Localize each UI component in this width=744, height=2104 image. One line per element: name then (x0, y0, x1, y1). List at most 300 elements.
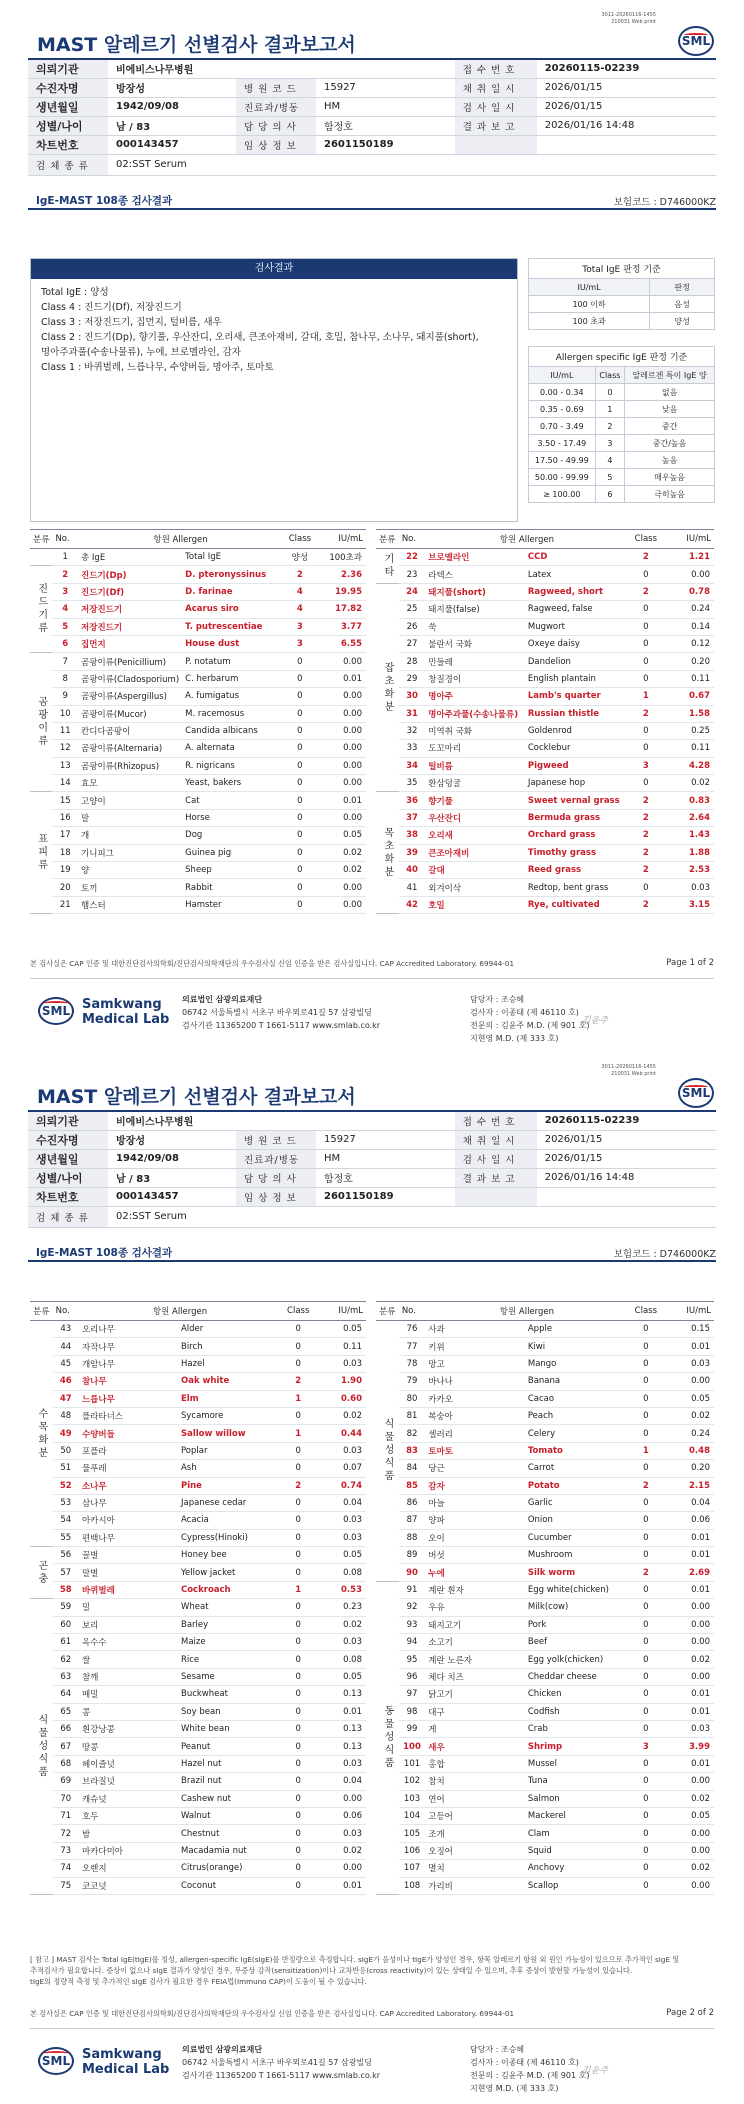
criteria-row (529, 313, 715, 330)
criteria-row (529, 486, 715, 503)
allergen-class: 0 (283, 827, 317, 844)
allergen-row (30, 1547, 366, 1564)
allergen-kr: 불란서 국화 (425, 635, 525, 652)
allergen-en: CCD (525, 549, 629, 566)
allergen-class: 0 (629, 1355, 664, 1372)
allergen-en: Egg yolk(chicken) (525, 1651, 629, 1668)
allergen-en: Ragweed, short (525, 583, 629, 600)
allergen-class: 0 (629, 1807, 664, 1824)
allergen-row (376, 1425, 714, 1442)
allergen-row (30, 1373, 366, 1390)
allergen-en: Mussel (525, 1755, 629, 1772)
group-label: 수목화분 (30, 1321, 53, 1547)
allergen-en: White bean (178, 1720, 281, 1737)
info-label: 검 사 일 시 (455, 1149, 537, 1168)
allergen-no: 103 (399, 1790, 425, 1807)
allergen-kr: 플라타너스 (79, 1407, 178, 1424)
allergen-kr: 셀러리 (425, 1425, 525, 1442)
allergen-class: 양성 (283, 549, 317, 566)
allergen-no: 2 (52, 566, 78, 583)
allergen-kr: 호두 (79, 1807, 178, 1824)
allergen-row (30, 1720, 366, 1737)
allergen-value: 0.00 (663, 1634, 714, 1651)
allergen-en: Mushroom (525, 1547, 629, 1564)
allergen-no: 6 (52, 635, 78, 652)
allergen-kr: 진드기(Dp) (78, 566, 182, 583)
allergen-header-row (30, 1302, 366, 1321)
allergen-no: 16 (52, 809, 78, 826)
allergen-en: Horse (182, 809, 283, 826)
allergen-kr: 메밀 (79, 1686, 178, 1703)
allergen-kr: 연어 (425, 1790, 525, 1807)
allergen-no: 13 (52, 757, 78, 774)
criteria-cell: 1 (595, 401, 625, 418)
allergen-no: 104 (399, 1807, 425, 1824)
allergen-kr: 우유 (425, 1599, 525, 1616)
allergen-class: 2 (629, 1477, 664, 1494)
lab-footer (30, 978, 714, 1043)
allergen-kr: 환삼덩굴 (425, 775, 525, 792)
info-label: 생년월일 (28, 97, 108, 116)
info-row (28, 116, 716, 135)
allergen-value: 0.25 (663, 722, 714, 739)
allergen-class: 2 (629, 1564, 664, 1581)
allergen-kr: 헤이즐넛 (79, 1755, 178, 1772)
allergen-no: 5 (52, 618, 78, 635)
allergen-kr: 복숭아 (425, 1407, 525, 1424)
lab-name: Samkwang Medical Lab (82, 997, 170, 1027)
allergen-kr: 곰팡이류(Rhizopus) (78, 757, 182, 774)
allergen-row (376, 635, 714, 652)
allergen-class: 0 (629, 1616, 664, 1633)
allergen-en: Macadamia nut (178, 1842, 281, 1859)
info-row (28, 1149, 716, 1168)
allergen-value: 0.03 (315, 1355, 366, 1372)
allergen-row (30, 896, 366, 913)
allergen-kr: 당근 (425, 1460, 525, 1477)
allergen-class: 0 (281, 1807, 315, 1824)
header-allergen: 항원 Allergen (425, 530, 628, 549)
allergen-en: Walnut (178, 1807, 281, 1824)
allergen-en: Scallop (525, 1877, 629, 1894)
allergen-value: 0.05 (317, 827, 366, 844)
sml-footer-logo: SML (38, 2047, 86, 2077)
info-label: 성별/나이 (28, 116, 108, 135)
allergen-en: Elm (178, 1390, 281, 1407)
allergen-no: 54 (53, 1512, 79, 1529)
allergen-en: Mugwort (525, 618, 629, 635)
allergen-row (376, 740, 714, 757)
info-value: 000143457 (108, 1187, 236, 1206)
header-value: IU/mL (663, 530, 714, 549)
allergen-row (30, 1355, 366, 1372)
allergen-no: 61 (53, 1634, 79, 1651)
allergen-row (30, 1460, 366, 1477)
allergen-en: Ragweed, false (525, 601, 629, 618)
allergen-no: 60 (53, 1616, 79, 1633)
allergen-no: 36 (399, 792, 425, 809)
allergen-no: 40 (399, 862, 425, 879)
allergen-en: Onion (525, 1512, 629, 1529)
allergen-class: 0 (629, 1720, 664, 1737)
info-value: 2026/01/15 (537, 97, 716, 116)
allergen-row (30, 1738, 366, 1755)
allergen-kr: 곰팡이류(Alternaria) (78, 740, 182, 757)
allergen-value: 0.02 (663, 1407, 714, 1424)
criteria-caption-row (529, 347, 715, 367)
info-label: 의뢰기관 (28, 1111, 108, 1130)
allergen-en: Tuna (525, 1773, 629, 1790)
allergen-value: 0.12 (663, 635, 714, 652)
allergen-row (376, 1321, 714, 1338)
allergen-class: 0 (281, 1686, 315, 1703)
allergen-kr: 참깨 (79, 1668, 178, 1685)
info-label: 수진자명 (28, 1130, 108, 1149)
allergen-row (376, 1842, 714, 1859)
allergen-class: 0 (629, 1460, 664, 1477)
allergen-row (376, 827, 714, 844)
allergen-class: 0 (629, 740, 664, 757)
allergen-kr: 저장진드기 (78, 601, 182, 618)
allergen-value: 0.00 (315, 1860, 366, 1877)
allergen-en: Redtop, bent grass (525, 879, 629, 896)
allergen-row (376, 1651, 714, 1668)
allergen-kr: 집먼지 (78, 635, 182, 652)
allergen-no: 3 (52, 583, 78, 600)
allergen-value: 2.64 (663, 809, 714, 826)
allergen-table-p1-left (30, 529, 366, 914)
allergen-kr: 참치 (425, 1773, 525, 1790)
patient-info-table (28, 58, 716, 176)
info-row (28, 97, 716, 116)
allergen-value: 0.01 (663, 1703, 714, 1720)
allergen-no: 80 (399, 1390, 425, 1407)
allergen-no: 89 (399, 1547, 425, 1564)
criteria-cell: 낮음 (625, 401, 715, 418)
allergen-value: 0.04 (663, 1494, 714, 1511)
allergen-row (376, 1338, 714, 1355)
header-no: No. (399, 530, 425, 549)
allergen-kr: 명아주 (425, 688, 525, 705)
info-value: 남 / 83 (108, 1168, 236, 1187)
allergen-class: 0 (629, 1390, 664, 1407)
allergen-en: Hamster (182, 896, 283, 913)
allergen-value: 0.00 (663, 566, 714, 583)
allergen-value: 0.02 (317, 862, 366, 879)
info-row (28, 1187, 716, 1206)
allergen-kr: 수양버들 (79, 1425, 178, 1442)
cap-note: 본 검사실은 CAP 인증 및 대한진단검사의학회/진단검사의학재단의 우수검사실 신임 인증을 받은 검사실입니다. CAP Accredited Laboratory. 69944-01 (30, 2009, 515, 2018)
allergen-class: 0 (283, 809, 317, 826)
allergen-value: 0.02 (663, 1651, 714, 1668)
allergen-no: 26 (399, 618, 425, 635)
lab-address: 의료법인 삼광의료재단 06742 서울특별시 서초구 바우뫼로41길 57 삼광빌딩 검사기관 11365200 T 1661-5117 www.smlab.co.kr (182, 2045, 381, 2080)
allergen-no: 48 (53, 1407, 79, 1424)
allergen-class: 2 (281, 1373, 315, 1390)
allergen-no: 43 (53, 1321, 79, 1338)
allergen-en: House dust (182, 635, 283, 652)
allergen-kr: 마늘 (425, 1494, 525, 1511)
allergen-class: 0 (629, 635, 664, 652)
allergen-row (30, 1321, 366, 1338)
allergen-row (30, 635, 366, 652)
group-label: 진드기류 (30, 566, 52, 653)
allergen-no: 28 (399, 653, 425, 670)
info-value: 2026/01/15 (537, 1130, 716, 1149)
allergen-kr: 밤 (79, 1825, 178, 1842)
allergen-value: 0.07 (315, 1460, 366, 1477)
allergen-no: 34 (399, 757, 425, 774)
allergen-row (376, 549, 714, 566)
criteria-cell: 5 (595, 469, 625, 486)
allergen-class: 0 (281, 1720, 315, 1737)
info-label: 임 상 정 보 (236, 135, 316, 154)
allergen-no: 85 (399, 1477, 425, 1494)
lab-signers: 담당자 : 조승혜 검사자 : 이종태 (제 46110 호) 전문의 : 김윤주 M.D. (제 901 호) 지현영 M.D. (제 333 호) (470, 2045, 590, 2093)
result-line: Total IgE : 양성 (41, 287, 109, 298)
group-label: 식물성식품 (376, 1321, 399, 1582)
allergen-value: 0.01 (663, 1755, 714, 1772)
group-label: 기타 (376, 549, 399, 584)
allergen-no: 47 (53, 1390, 79, 1407)
allergen-row (30, 1425, 366, 1442)
criteria-header: 알레르겐 특이 IgE 양 (625, 367, 715, 384)
allergen-class: 0 (281, 1460, 315, 1477)
allergen-row (376, 688, 714, 705)
allergen-value: 0.20 (663, 1460, 714, 1477)
info-value: 20260115-02239 (537, 1111, 716, 1130)
allergen-row (30, 1703, 366, 1720)
allergen-no: 99 (399, 1720, 425, 1737)
allergen-en: Dandelion (525, 653, 629, 670)
allergen-en: M. racemosus (182, 705, 283, 722)
allergen-class: 0 (629, 1599, 664, 1616)
header-allergen: 항원 Allergen (78, 530, 283, 549)
allergen-value: 0.04 (315, 1773, 366, 1790)
allergen-class: 0 (283, 844, 317, 861)
allergen-kr: 곰팡이류(Penicillium) (78, 653, 182, 670)
allergen-en: Egg white(chicken) (525, 1581, 629, 1598)
allergen-no: 71 (53, 1807, 79, 1824)
allergen-value: 2.15 (663, 1477, 714, 1494)
info-label: 접 수 번 호 (455, 1111, 537, 1130)
allergen-value: 0.08 (315, 1564, 366, 1581)
allergen-row (30, 618, 366, 635)
allergen-kr: 삼나무 (79, 1494, 178, 1511)
allergen-class: 0 (281, 1512, 315, 1529)
criteria-cell: 0.35 - 0.69 (529, 401, 596, 418)
allergen-en: Buckwheat (178, 1686, 281, 1703)
allergen-kr: 큰조아재비 (425, 844, 525, 861)
allergen-class: 0 (281, 1634, 315, 1651)
allergen-en: Silk worm (525, 1564, 629, 1581)
info-value: 2026/01/15 (537, 1149, 716, 1168)
allergen-value: 0.01 (317, 792, 366, 809)
allergen-kr: 털비름 (425, 757, 525, 774)
allergen-no: 68 (53, 1755, 79, 1772)
allergen-kr: 진드기(Df) (78, 583, 182, 600)
info-label: 접 수 번 호 (455, 59, 537, 78)
allergen-value: 0.02 (663, 1790, 714, 1807)
allergen-en: English plantain (525, 670, 629, 687)
allergen-class: 0 (281, 1842, 315, 1859)
criteria-cell: 중간/높음 (625, 435, 715, 452)
allergen-no: 88 (399, 1529, 425, 1546)
result-line: Class 4 : 진드기(Df), 저장진드기 (41, 302, 182, 313)
criteria-cell: 100 이하 (529, 296, 650, 313)
allergen-en: Hazel (178, 1355, 281, 1372)
page-number: Page 1 of 2 (666, 958, 714, 968)
allergen-en: Reed grass (525, 862, 629, 879)
allergen-class: 0 (629, 1668, 664, 1685)
info-value: 02:SST Serum (108, 154, 716, 175)
allergen-row (376, 1581, 714, 1598)
section-header (28, 1238, 716, 1262)
info-value: HM (316, 97, 455, 116)
allergen-class: 0 (629, 1529, 664, 1546)
allergen-kr: 햄스터 (78, 896, 182, 913)
allergen-kr: 누에 (425, 1564, 525, 1581)
criteria-row (529, 296, 715, 313)
allergen-en: Sesame (178, 1668, 281, 1685)
allergen-en: Japanese hop (525, 775, 629, 792)
allergen-no: 91 (399, 1581, 425, 1598)
allergen-no: 95 (399, 1651, 425, 1668)
info-value: 1942/09/08 (108, 97, 236, 116)
allergen-en: Crab (525, 1720, 629, 1737)
allergen-value: 0.03 (315, 1442, 366, 1459)
allergen-class: 0 (281, 1668, 315, 1685)
allergen-row (30, 1529, 366, 1546)
allergen-class: 3 (629, 757, 664, 774)
allergen-kr: 오리나무 (79, 1321, 178, 1338)
allergen-kr: 민들레 (425, 653, 525, 670)
allergen-class: 0 (629, 1755, 664, 1772)
allergen-class: 4 (283, 601, 317, 618)
info-label: 검 사 일 시 (455, 97, 537, 116)
result-summary-box (30, 258, 518, 522)
allergen-en: Squid (525, 1842, 629, 1859)
allergen-value: 0.01 (317, 670, 366, 687)
allergen-value: 19.95 (317, 583, 366, 600)
allergen-row (30, 1494, 366, 1511)
allergen-kr: 카카오 (425, 1390, 525, 1407)
allergen-no: 70 (53, 1790, 79, 1807)
allergen-en: Acacia (178, 1512, 281, 1529)
allergen-row (30, 792, 366, 809)
criteria-cell: 4 (595, 452, 625, 469)
allergen-class: 0 (283, 775, 317, 792)
allergen-class: 2 (629, 862, 664, 879)
allergen-no: 49 (53, 1425, 79, 1442)
info-label: 결 과 보 고 (455, 116, 537, 135)
allergen-kr: 체다 치즈 (425, 1668, 525, 1685)
allergen-no: 64 (53, 1686, 79, 1703)
allergen-value: 0.05 (315, 1668, 366, 1685)
criteria-cell: 높음 (625, 452, 715, 469)
allergen-kr: 돼지풀(false) (425, 601, 525, 618)
allergen-no: 53 (53, 1494, 79, 1511)
allergen-no: 96 (399, 1668, 425, 1685)
allergen-kr: 효모 (78, 775, 182, 792)
criteria-header: 판정 (650, 279, 715, 296)
allergen-no: 86 (399, 1494, 425, 1511)
allergen-kr: 보리 (79, 1616, 178, 1633)
header-no: No. (52, 530, 78, 549)
criteria-cell: 없음 (625, 384, 715, 401)
allergen-kr: 미역취 국화 (425, 722, 525, 739)
allergen-en: Cashew nut (178, 1790, 281, 1807)
allergen-row (376, 1825, 714, 1842)
result-line: Class 3 : 저장진드기, 집먼지, 털비름, 새우 (41, 317, 222, 328)
allergen-class: 0 (281, 1529, 315, 1546)
allergen-kr: 총 IgE (78, 549, 182, 566)
allergen-no: 17 (52, 827, 78, 844)
header-group: 분류 (30, 530, 52, 549)
allergen-row (376, 775, 714, 792)
allergen-no: 33 (399, 740, 425, 757)
header-value: IU/mL (663, 1302, 714, 1321)
criteria-caption-row (529, 259, 715, 279)
allergen-row (30, 670, 366, 687)
info-label: 차트번호 (28, 135, 108, 154)
allergen-row (30, 1842, 366, 1859)
allergen-no: 7 (52, 653, 78, 670)
allergen-en: D. farinae (182, 583, 283, 600)
allergen-en: Guinea pig (182, 844, 283, 861)
allergen-class: 1 (281, 1425, 315, 1442)
allergen-kr: 돼지고기 (425, 1616, 525, 1633)
allergen-row (376, 1373, 714, 1390)
criteria-row (529, 384, 715, 401)
allergen-en: Salmon (525, 1790, 629, 1807)
allergen-en: Anchovy (525, 1860, 629, 1877)
allergen-kr: 바나나 (425, 1373, 525, 1390)
result-line: Class 2 : 진드기(Dp), 향기풀, 우산잔디, 오리새, 큰조아재비, 갈대, 호밀, 참나무, 소나무, 돼지풀(short), (41, 332, 479, 343)
allergen-en: Oak white (178, 1373, 281, 1390)
allergen-value: 0.53 (315, 1581, 366, 1598)
allergen-no: 76 (399, 1321, 425, 1338)
sml-logo: SML (678, 1078, 714, 1108)
allergen-class: 0 (629, 1703, 664, 1720)
print-meta: 3011-20260116-1455 210031 Web print (601, 12, 656, 25)
allergen-no: 58 (53, 1581, 79, 1598)
info-value (537, 1187, 716, 1206)
info-row (28, 1111, 716, 1130)
allergen-row (376, 1860, 714, 1877)
allergen-row (30, 722, 366, 739)
reference-note: [ 참고 ] MAST 검사는 Total IgE(tIgE)를 정성, allergen-specific IgE(sIgE)를 반정량으로 측정합니다. sIgE가 음성이나 tIgE가 양성인 경우, 항목 알레르기 항원 외 원인 가능성이 있으므로 추가적인 sIgE 및 추적검사가 필요합니다. 증상이 없으나 sIgE 결과가 양성인 경우, 무증상 감작(sensitization)이나 교차반응(cross reactivity)이 있는 상태일 수 있으며, 추후 증상이 발현할 가능성이 있습니다. tIgE의 정량적 측정 및 추가적인 sIgE 검사가 필요한 경우 FEIA법(Immuno CAP)이 도움이 될 수 있습니다. (30, 1955, 680, 1986)
allergen-class: 0 (283, 722, 317, 739)
allergen-value: 17.82 (317, 601, 366, 618)
allergen-no: 32 (399, 722, 425, 739)
header-no: No. (53, 1302, 79, 1321)
allergen-class: 0 (629, 1321, 664, 1338)
allergen-no: 92 (399, 1599, 425, 1616)
allergen-en: Candida albicans (182, 722, 283, 739)
criteria-cell: ≥ 100.00 (529, 486, 596, 503)
allergen-no: 87 (399, 1512, 425, 1529)
allergen-row (376, 1773, 714, 1790)
allergen-row (30, 809, 366, 826)
allergen-class: 2 (629, 792, 664, 809)
allergen-row (30, 827, 366, 844)
allergen-row (376, 1442, 714, 1459)
info-value: 비에비스나무병원 (108, 59, 455, 78)
allergen-en: Poplar (178, 1442, 281, 1459)
allergen-class: 0 (629, 722, 664, 739)
allergen-no: 9 (52, 688, 78, 705)
